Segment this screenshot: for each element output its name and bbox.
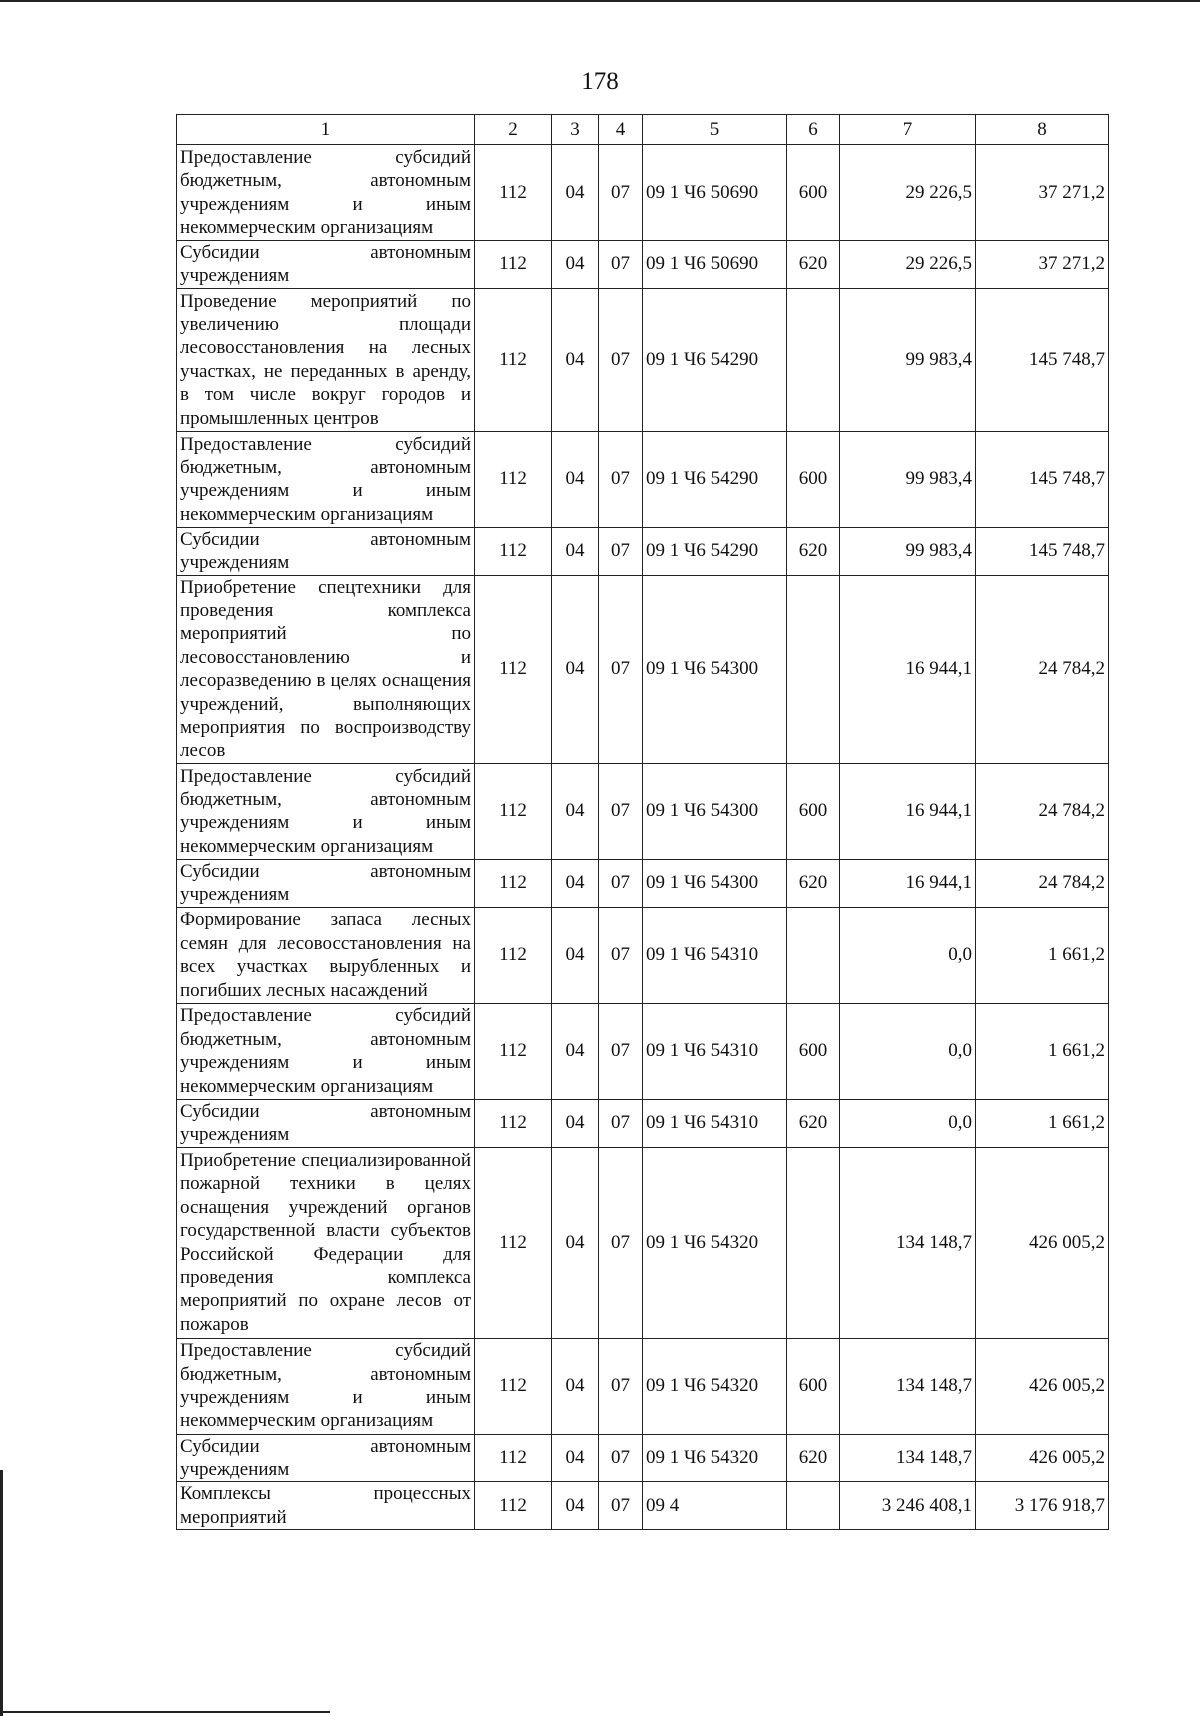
row-name: Субсидии автономным учреждениям	[177, 1434, 475, 1482]
row-col-7: 16 944,1	[840, 859, 976, 907]
header-col-4: 4	[599, 115, 643, 145]
row-col-3: 04	[552, 1147, 599, 1338]
row-col-8: 24 784,2	[976, 763, 1109, 859]
row-col-6: 600	[787, 1338, 840, 1434]
scan-edge-left	[0, 1470, 3, 1716]
row-col-3: 04	[552, 1338, 599, 1434]
row-col-6: 620	[787, 859, 840, 907]
row-col-4: 07	[599, 1147, 643, 1338]
row-col-4: 07	[599, 145, 643, 241]
row-col-8: 426 005,2	[976, 1338, 1109, 1434]
row-col-3: 04	[552, 241, 599, 289]
row-col-4: 07	[599, 431, 643, 527]
row-col-8: 1 661,2	[976, 1099, 1109, 1147]
row-col-2: 112	[475, 1434, 552, 1482]
row-col-6: 600	[787, 145, 840, 241]
row-col-8: 24 784,2	[976, 859, 1109, 907]
row-col-4: 07	[599, 763, 643, 859]
row-col-2: 112	[475, 907, 552, 1003]
row-col-6: 600	[787, 431, 840, 527]
row-col-7: 0,0	[840, 1099, 976, 1147]
scan-edge-top	[0, 0, 1200, 2]
table-row	[177, 1434, 1109, 1482]
row-col-4: 07	[599, 288, 643, 431]
header-col-7: 7	[840, 115, 976, 145]
row-col-3: 04	[552, 763, 599, 859]
row-col-3: 04	[552, 527, 599, 575]
row-col-2: 112	[475, 431, 552, 527]
row-col-7: 134 148,7	[840, 1338, 976, 1434]
row-col-4: 07	[599, 859, 643, 907]
row-col-4: 07	[599, 575, 643, 763]
row-col-7: 16 944,1	[840, 763, 976, 859]
row-col-4: 07	[599, 527, 643, 575]
row-name: Предоставление субсидий бюджетным, автономным учреждениям и иным некоммерческим организациям	[177, 431, 475, 527]
row-col-7: 134 148,7	[840, 1147, 976, 1338]
row-col-6	[787, 1482, 840, 1530]
row-col-3: 04	[552, 1003, 599, 1099]
row-col-2: 112	[475, 241, 552, 289]
row-col-4: 07	[599, 1434, 643, 1482]
row-col-8: 1 661,2	[976, 1003, 1109, 1099]
row-col-5: 09 1 Ч6 50690	[643, 241, 787, 289]
row-col-8: 24 784,2	[976, 575, 1109, 763]
row-col-8: 1 661,2	[976, 907, 1109, 1003]
row-col-2: 112	[475, 1099, 552, 1147]
row-col-4: 07	[599, 1003, 643, 1099]
header-col-5: 5	[643, 115, 787, 145]
row-name: Проведение мероприятий по увеличению площади лесовосстановления на лесных участках, не переданных в аренду, в том числе вокруг городов и промышленных центров	[177, 288, 475, 431]
row-col-3: 04	[552, 1434, 599, 1482]
row-col-6	[787, 907, 840, 1003]
row-col-3: 04	[552, 1099, 599, 1147]
row-col-5: 09 1 Ч6 54310	[643, 1003, 787, 1099]
row-col-6: 620	[787, 1434, 840, 1482]
row-col-8: 37 271,2	[976, 241, 1109, 289]
row-col-7: 16 944,1	[840, 575, 976, 763]
row-col-4: 07	[599, 1338, 643, 1434]
header-col-6: 6	[787, 115, 840, 145]
row-col-5: 09 1 Ч6 54300	[643, 859, 787, 907]
row-col-6	[787, 575, 840, 763]
row-name: Предоставление субсидий бюджетным, автономным учреждениям и иным некоммерческим организациям	[177, 1338, 475, 1434]
row-col-5: 09 1 Ч6 50690	[643, 145, 787, 241]
row-col-5: 09 1 Ч6 54300	[643, 575, 787, 763]
table-row	[177, 431, 1109, 527]
row-name: Формирование запаса лесных семян для лесовосстановления на всех участках вырубленных и погибших лесных насаждений	[177, 907, 475, 1003]
row-col-3: 04	[552, 431, 599, 527]
row-col-4: 07	[599, 241, 643, 289]
row-col-2: 112	[475, 1338, 552, 1434]
header-col-8: 8	[976, 115, 1109, 145]
table-row	[177, 1482, 1109, 1530]
row-col-7: 99 983,4	[840, 288, 976, 431]
row-col-8: 426 005,2	[976, 1147, 1109, 1338]
header-col-1: 1	[177, 115, 475, 145]
table-row	[177, 1147, 1109, 1338]
table-row	[177, 145, 1109, 241]
row-col-7: 29 226,5	[840, 241, 976, 289]
row-col-6: 600	[787, 1003, 840, 1099]
row-name: Предоставление субсидий бюджетным, автономным учреждениям и иным некоммерческим организациям	[177, 145, 475, 241]
row-col-8: 145 748,7	[976, 288, 1109, 431]
row-col-6: 620	[787, 241, 840, 289]
table-row	[177, 907, 1109, 1003]
row-name: Субсидии автономным учреждениям	[177, 1099, 475, 1147]
row-col-3: 04	[552, 145, 599, 241]
row-col-2: 112	[475, 288, 552, 431]
row-col-4: 07	[599, 1482, 643, 1530]
row-col-5: 09 4	[643, 1482, 787, 1530]
row-col-7: 0,0	[840, 1003, 976, 1099]
row-col-6: 600	[787, 763, 840, 859]
table-header-row	[177, 115, 1109, 145]
row-col-3: 04	[552, 575, 599, 763]
row-col-2: 112	[475, 763, 552, 859]
row-col-3: 04	[552, 859, 599, 907]
row-name: Субсидии автономным учреждениям	[177, 527, 475, 575]
row-col-4: 07	[599, 907, 643, 1003]
row-col-6	[787, 288, 840, 431]
row-col-7: 3 246 408,1	[840, 1482, 976, 1530]
row-name: Субсидии автономным учреждениям	[177, 859, 475, 907]
header-col-2: 2	[475, 115, 552, 145]
row-col-6	[787, 1147, 840, 1338]
row-name: Приобретение спецтехники для проведения комплекса мероприятий по лесовосстановлению и лесоразведению в целях оснащения учреждений, выполняющих мероприятия по воспроизводству лесов	[177, 575, 475, 763]
row-col-5: 09 1 Ч6 54310	[643, 1099, 787, 1147]
row-col-3: 04	[552, 288, 599, 431]
row-col-8: 3 176 918,7	[976, 1482, 1109, 1530]
row-col-2: 112	[475, 1482, 552, 1530]
row-col-8: 426 005,2	[976, 1434, 1109, 1482]
row-col-2: 112	[475, 145, 552, 241]
row-col-2: 112	[475, 527, 552, 575]
table-body	[177, 145, 1109, 1530]
row-col-5: 09 1 Ч6 54300	[643, 763, 787, 859]
row-name: Предоставление субсидий бюджетным, автономным учреждениям и иным некоммерческим организациям	[177, 763, 475, 859]
row-name: Комплексы процессных мероприятий	[177, 1482, 475, 1530]
page-number: 178	[581, 68, 619, 95]
table-row	[177, 527, 1109, 575]
table-row	[177, 288, 1109, 431]
row-col-8: 37 271,2	[976, 145, 1109, 241]
row-col-8: 145 748,7	[976, 431, 1109, 527]
row-col-2: 112	[475, 1003, 552, 1099]
row-col-2: 112	[475, 1147, 552, 1338]
table-row	[177, 763, 1109, 859]
row-col-5: 09 1 Ч6 54320	[643, 1434, 787, 1482]
row-col-3: 04	[552, 907, 599, 1003]
row-name: Приобретение специализированной пожарной техники в целях оснащения учреждений органов государственной власти субъектов Российской Федерации для проведения комплекса мероприятий по охране лесов от пожаров	[177, 1147, 475, 1338]
row-col-5: 09 1 Ч6 54290	[643, 527, 787, 575]
table-row	[177, 1099, 1109, 1147]
table-row	[177, 241, 1109, 289]
scan-edge-bottom	[0, 1711, 330, 1713]
row-col-5: 09 1 Ч6 54290	[643, 288, 787, 431]
table-row	[177, 1003, 1109, 1099]
row-col-3: 04	[552, 1482, 599, 1530]
table-row	[177, 575, 1109, 763]
row-col-5: 09 1 Ч6 54320	[643, 1338, 787, 1434]
table-row	[177, 859, 1109, 907]
row-col-5: 09 1 Ч6 54290	[643, 431, 787, 527]
row-col-6: 620	[787, 1099, 840, 1147]
row-col-7: 0,0	[840, 907, 976, 1003]
row-col-6: 620	[787, 527, 840, 575]
header-col-3: 3	[552, 115, 599, 145]
budget-table	[176, 114, 1109, 1530]
row-col-5: 09 1 Ч6 54310	[643, 907, 787, 1003]
row-col-7: 134 148,7	[840, 1434, 976, 1482]
table-row	[177, 1338, 1109, 1434]
row-name: Субсидии автономным учреждениям	[177, 241, 475, 289]
row-col-8: 145 748,7	[976, 527, 1109, 575]
row-col-7: 99 983,4	[840, 431, 976, 527]
row-col-2: 112	[475, 575, 552, 763]
row-col-2: 112	[475, 859, 552, 907]
row-col-7: 99 983,4	[840, 527, 976, 575]
row-name: Предоставление субсидий бюджетным, автономным учреждениям и иным некоммерческим организациям	[177, 1003, 475, 1099]
row-col-7: 29 226,5	[840, 145, 976, 241]
row-col-5: 09 1 Ч6 54320	[643, 1147, 787, 1338]
row-col-4: 07	[599, 1099, 643, 1147]
